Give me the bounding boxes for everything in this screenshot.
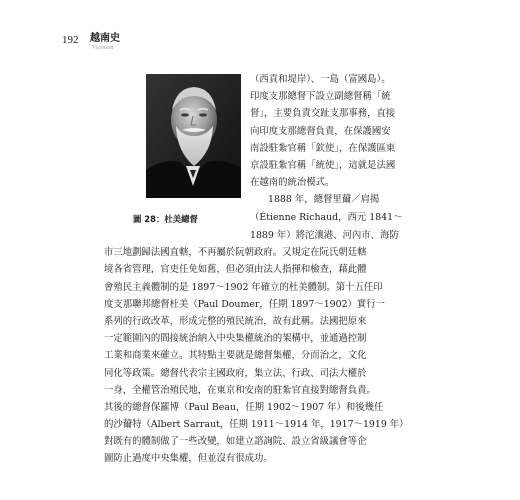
text-line: 境各省管理，官吏任免如舊，但必須由法人指揮和檢查，藉此體 [104,264,367,276]
figure-caption: 圖 28：杜美總督 [133,214,198,224]
page-header [62,34,462,52]
text-line: 在越南的統治模式。 [250,177,335,189]
text-line: 督」，主要負責交趾支那事務，直接 [250,108,396,120]
text-line: 一身，全權管治殖民地，在東京和安南的駐紮官直接對總督負責。 [104,384,376,396]
text-line: 市三地劃歸法國直轄，不再屬於阮朝政府。又規定在阮氏朝廷轄 [104,247,367,259]
portrait-photo [146,74,241,198]
book-title: 越南史 [90,33,120,44]
text-line: 1888 年，總督里薾／肩揭 [268,194,380,206]
text-line: 其後的總督保羅博（Paul Beau，任期 1902～1907 年）和後幾任 [104,401,384,413]
book-subtitle: Vietnam [92,45,114,51]
text-line: 系列的行政改革，形成完整的殖民統治，故有此稱。法國把原來 [104,315,367,327]
text-line: 對既有的體制做了一些改變，如建立諮詢院、設立省級議會等企 [104,436,367,448]
portrait-illustration [146,74,241,198]
text-line: 京設駐紮官稱「統使」，這就是法國 [250,159,396,171]
text-line: 一定範圍內的間接統治納入中央集權統治的架構中，並通過控制 [104,333,367,345]
text-line: 度支那聯邦總督杜美（Paul Doumer，任期 1897～1902）實行一 [104,298,386,310]
text-line: 圖防止過度中央集權，但並沒有很成功。 [104,453,273,465]
text-line: 會殖民主義體制的是 1897～1902 年確立的杜美體制。第十五任印 [104,281,383,293]
main-text-block [104,227,436,468]
side-text-block [250,71,434,226]
text-line: （西貢和堤岸）、一島（富國島）。 [250,74,391,85]
text-line: 同化等政策。總督代表宗主國政府，集立法、行政、司法大權於 [104,367,367,379]
text-line: （Étienne Richaud，西元 1841～ [250,211,403,223]
text-line: 1889 年）將沱瀼港、河內市、海防 [250,230,399,241]
text-line: 工業和商業來確立。其特點主要就是總督集權，分而治之，文化 [104,350,367,362]
text-line: 向印度支那總督負責，在保護國安 [250,125,391,137]
text-line: 印度支那總督下設立副總督稱「統 [250,91,391,103]
page-number: 192 [62,34,79,46]
text-line: 的沙薾特（Albert Sarraut，任期 1911～1914 年，1917～1919 年） [104,419,409,431]
text-line: 南設駐紮官稱「欽使」，在保護區東 [250,142,396,154]
